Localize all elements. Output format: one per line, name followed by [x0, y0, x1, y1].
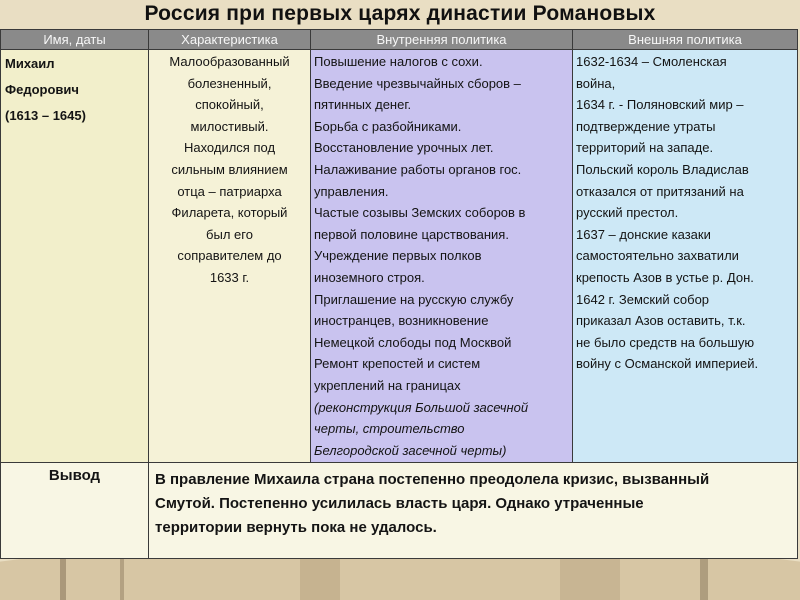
ruler-reign-dates: (1613 – 1645) [5, 108, 86, 123]
external-policy-line: 1637 – донские казаки [576, 226, 711, 242]
internal-policy-cell [311, 50, 573, 463]
characteristic-line: сильным влиянием [171, 161, 288, 177]
name-cell [1, 50, 149, 463]
table-header-row [1, 30, 798, 50]
header-internal-policy: Внутренняя политика [311, 30, 573, 50]
conclusion-row [1, 463, 798, 559]
header-external-policy: Внешняя политика [573, 30, 798, 50]
characteristic-line: отца – патриарха [177, 183, 282, 199]
characteristic-line: 1633 г. [209, 269, 250, 285]
internal-policy-line: Повышение налогов с сохи. [314, 54, 483, 69]
table-row [1, 50, 798, 463]
external-policy-line: 1632-1634 – Смоленская [576, 54, 727, 69]
header-name-dates: Имя, даты [1, 30, 149, 50]
characteristic-line: был его [206, 226, 253, 242]
internal-policy-line: иностранцев, возникновение [314, 313, 489, 329]
external-policy-line: Польский король Владислав [576, 161, 749, 177]
external-policy-line: не было средств на большую [576, 334, 755, 350]
internal-policy-line: Борьба с разбойниками. [314, 118, 462, 134]
internal-policy-italic-line: (реконструкция Большой засечной [314, 399, 529, 415]
conclusion-line: В правление Михаила страна постепенно преодолела кризис, вызванный [155, 471, 710, 489]
conclusion-text-cell [149, 463, 798, 559]
conclusion-label-cell [1, 463, 149, 559]
external-policy-line: 1634 г. - Поляновский мир – [576, 97, 744, 113]
external-policy-cell [573, 50, 798, 463]
internal-policy-line: Немецкой слободы под Москвой [314, 334, 512, 350]
internal-policy-line: Приглашение на русскую службу [314, 291, 514, 307]
external-policy-line: русский престол. [576, 205, 679, 221]
characteristic-line: милостивый. [190, 118, 269, 134]
external-policy-line: войну с Османской империей. [576, 356, 759, 372]
external-policy-line: отказался от притязаний на [576, 183, 744, 199]
internal-policy-line: первой половине царствования. [314, 226, 509, 242]
internal-policy-line: Восстановление урочных лет. [314, 140, 494, 156]
external-policy-line: территорий на западе. [576, 140, 714, 156]
external-policy-line: приказал Азов оставить, т.к. [576, 313, 746, 329]
external-policy-line: 1642 г. Земский собор [576, 291, 710, 307]
ruler-name-first: Михаил [5, 56, 55, 71]
characteristic-line: спокойный, [195, 97, 264, 113]
header-characteristic: Характеристика [149, 30, 311, 50]
page-title: Россия при первых царях династии Романовых [144, 2, 656, 25]
internal-policy-line: иноземного строя. [314, 269, 425, 285]
conclusion-line: территории вернуть пока не удалось. [155, 519, 437, 537]
internal-policy-line: Налаживание работы органов гос. [314, 161, 522, 177]
internal-policy-line: управления. [314, 183, 389, 199]
external-policy-line: крепость Азов в устье р. Дон. [576, 269, 754, 285]
internal-policy-italic-line: черты, строительство [314, 421, 465, 437]
internal-policy-italic-line: Белгородской засечной черты) [314, 442, 507, 458]
characteristic-line: болезненный, [187, 75, 272, 91]
internal-policy-line: пятинных денег. [314, 97, 412, 113]
characteristic-line: Филарета, который [171, 205, 288, 221]
external-policy-line: подтверждение утраты [576, 118, 716, 134]
characteristic-line: Малообразованный [169, 54, 290, 69]
internal-policy-line: укреплений на границах [314, 377, 461, 393]
conclusion-label: Вывод [48, 467, 101, 485]
external-policy-line: война, [576, 75, 616, 91]
conclusion-line: Смутой. Постепенно усилилась власть царя. Однако утраченные [155, 495, 644, 513]
characteristic-line: Находился под [183, 140, 276, 156]
internal-policy-line: Учреждение первых полков [314, 248, 482, 264]
internal-policy-line: Ремонт крепостей и систем [314, 356, 481, 372]
characteristic-line: соправителем до [177, 248, 282, 264]
rulers-table [0, 29, 798, 559]
internal-policy-line: Введение чрезвычайных сборов – [314, 75, 521, 91]
ruler-name-patronymic: Федорович [5, 82, 79, 97]
characteristic-cell [149, 50, 311, 463]
internal-policy-line: Частые созывы Земских соборов в [314, 205, 526, 221]
external-policy-line: самостоятельно захватили [576, 248, 739, 264]
